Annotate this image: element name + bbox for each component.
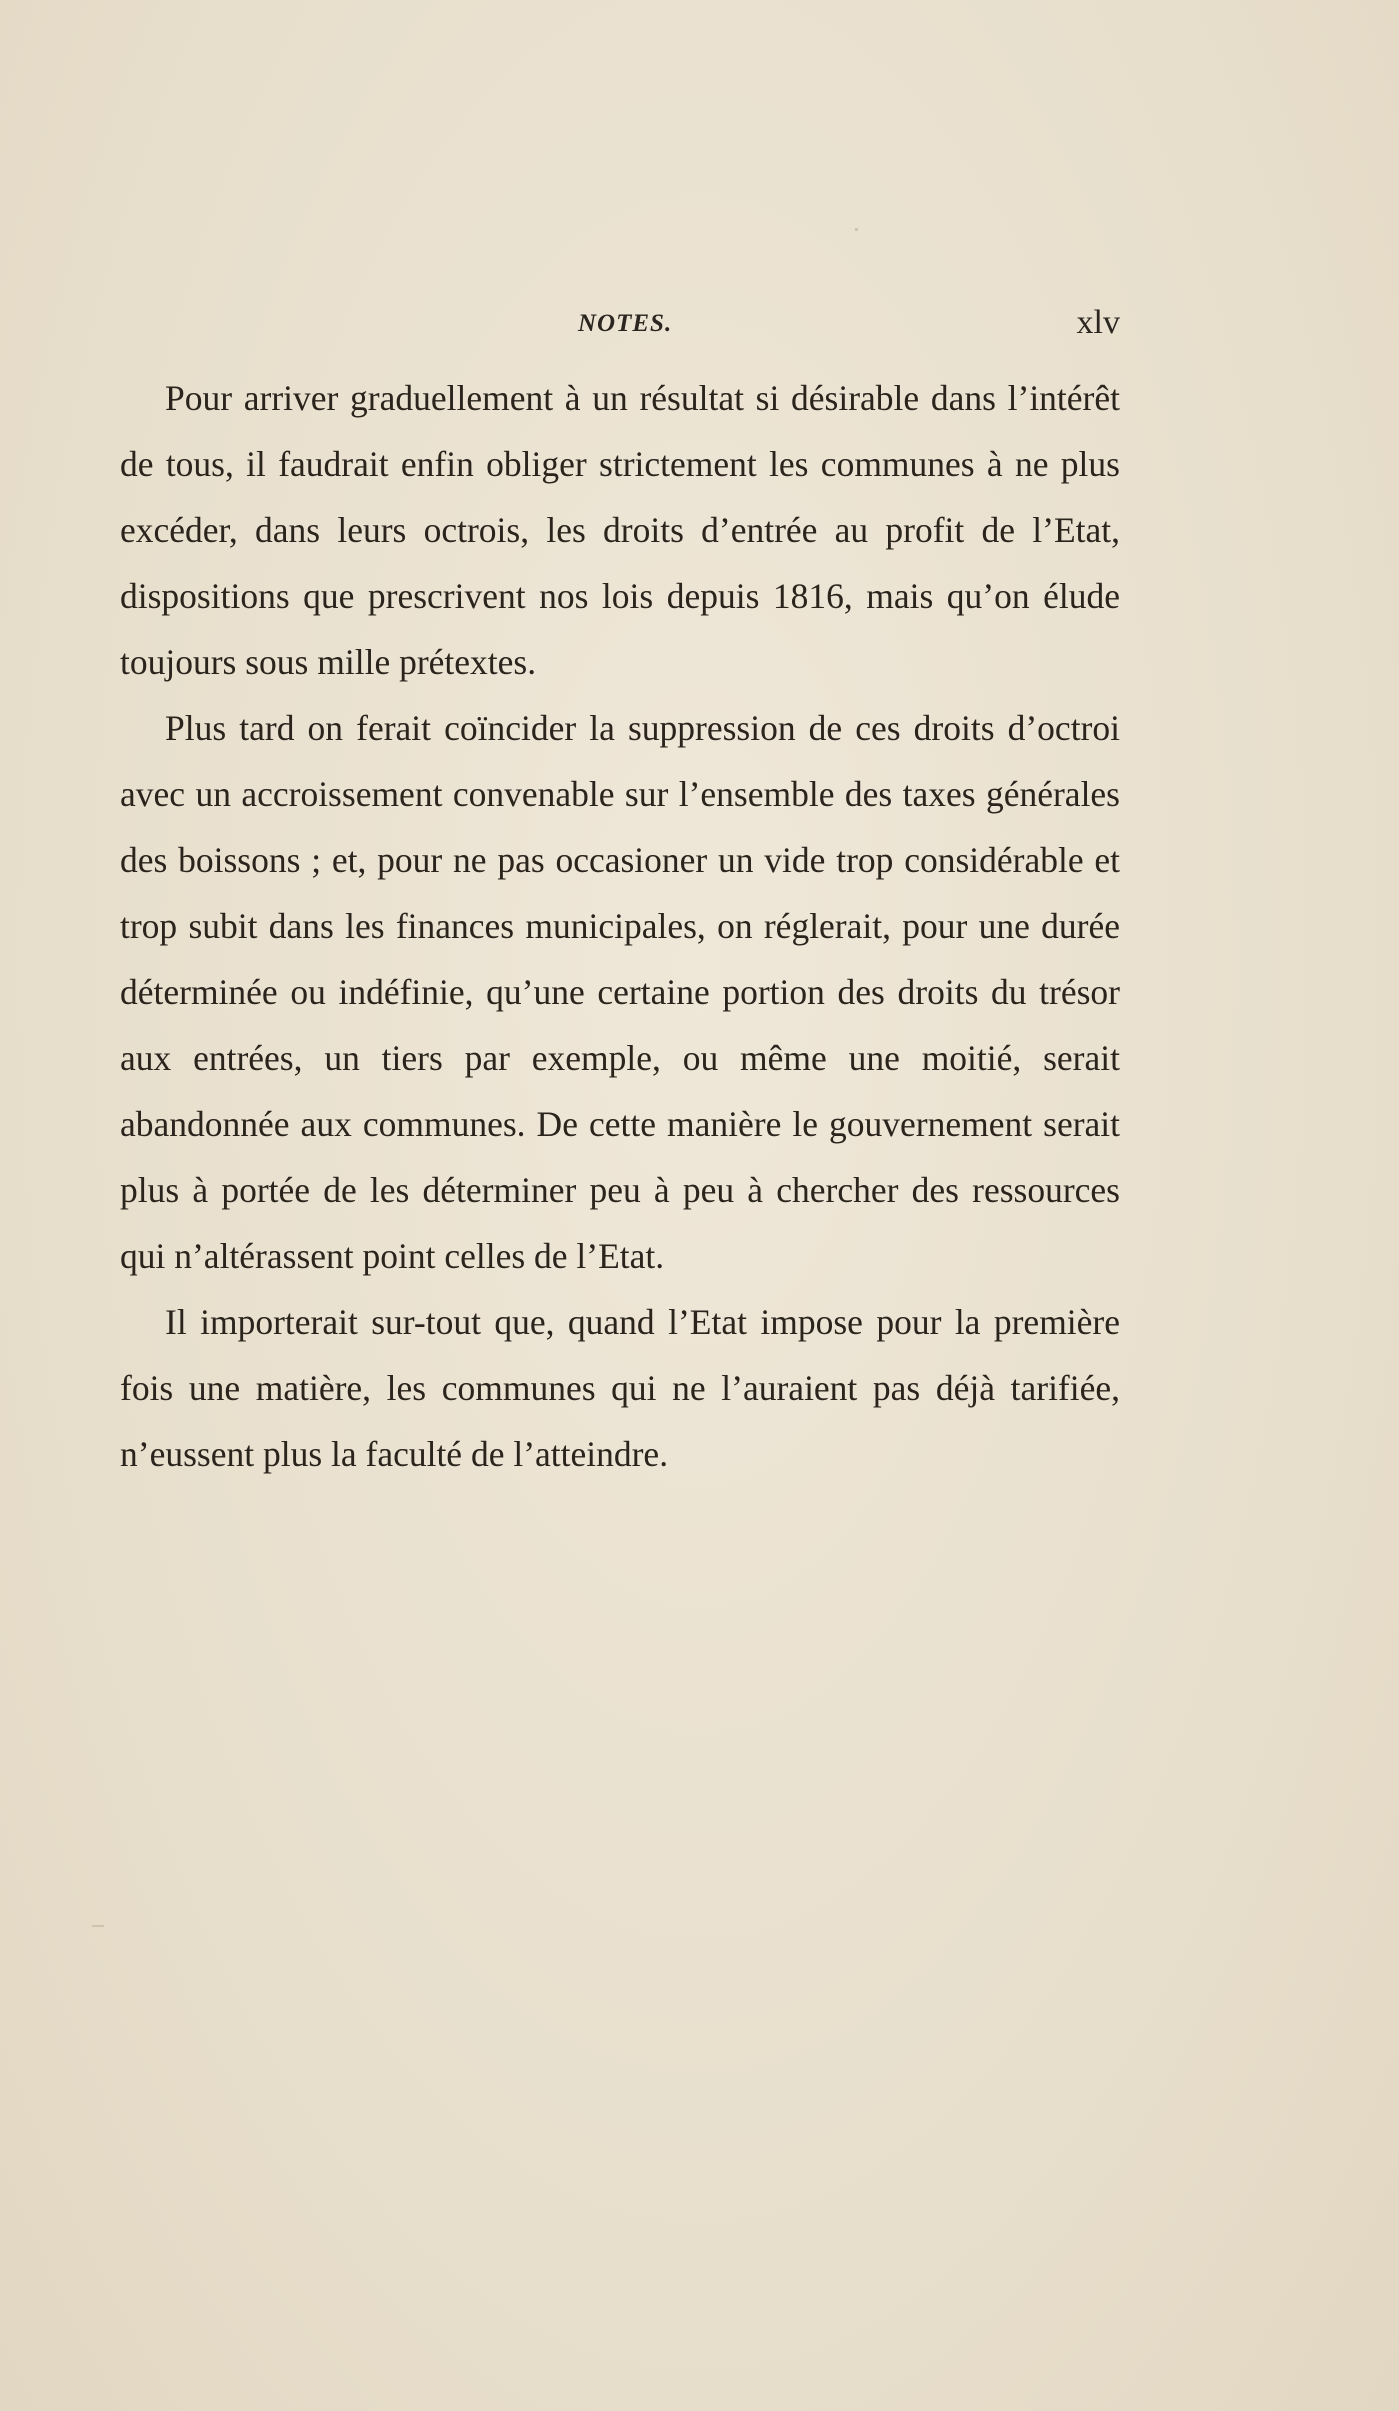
running-title: NOTES. (578, 310, 673, 337)
paragraph: Il importerait sur-tout que, quand l’Etat impose pour la première fois une matière, les communes qui ne l’auraient pas déjà tarifiée, n’eussent plus la faculté de l’atteindre. (120, 1302, 1120, 1474)
page-number: xlv (1076, 304, 1120, 341)
running-head (120, 300, 1120, 350)
body-text (120, 365, 1120, 1487)
paper-speck (855, 228, 858, 231)
paragraph: Plus tard on ferait coïncider la suppression de ces droits d’octroi avec un accroissement convenable sur l’ensemble des taxes générales des boissons ; et, pour ne pas occasioner un vide trop considérable et trop subit dans les finances municipales, on réglerait, pour une durée déterminée ou indéfinie, qu’une certaine portion des droits du trésor aux entrées, un tiers par exemple, ou même une moitié, serait abandonnée aux communes. De cette manière le gouvernement serait plus à portée de les déterminer peu à peu à chercher des ressources qui n’altérassent point celles de l’Etat. (120, 708, 1120, 1276)
paragraph: Pour arriver graduellement à un résultat si désirable dans l’intérêt de tous, il faudrait enfin obliger strictement les communes à ne plus excéder, dans leurs octrois, les droits d’entrée au profit de l’Etat, dispositions que prescrivent nos lois depuis 1816, mais qu’on élude toujours sous mille prétextes. (120, 378, 1120, 682)
paper-speck (92, 1925, 104, 1927)
